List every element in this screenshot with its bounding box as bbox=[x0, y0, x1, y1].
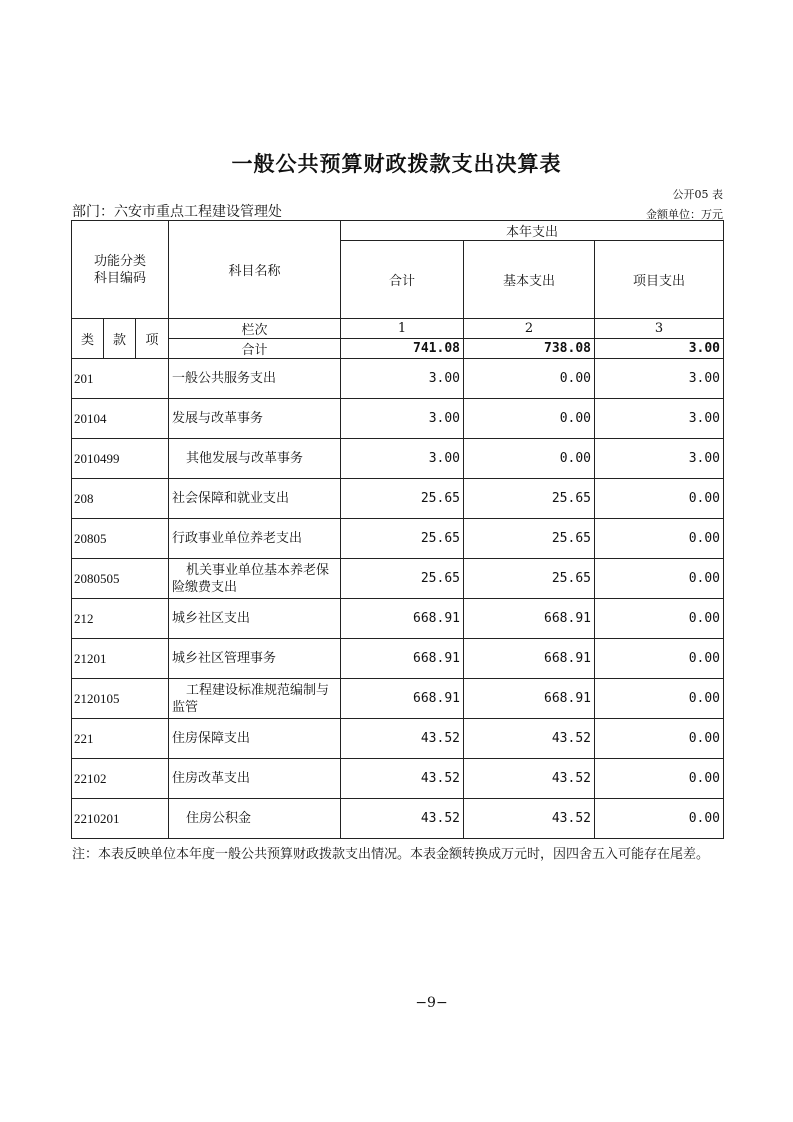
total-row-project: 3.00 bbox=[595, 339, 724, 359]
row-total: 43.52 bbox=[341, 719, 464, 759]
row-total: 3.00 bbox=[341, 439, 464, 479]
header-xiang: 项 bbox=[136, 319, 169, 359]
header-col2: 2 bbox=[464, 319, 595, 339]
row-basic: 668.91 bbox=[464, 639, 595, 679]
row-code: 208 bbox=[72, 479, 169, 519]
table-row bbox=[72, 679, 724, 719]
total-row-total: 741.08 bbox=[341, 339, 464, 359]
row-name: 社会保障和就业支出 bbox=[169, 479, 341, 519]
form-number: 公开05 表 bbox=[672, 188, 723, 201]
table-row bbox=[72, 479, 724, 519]
row-project: 0.00 bbox=[595, 759, 724, 799]
row-project: 3.00 bbox=[595, 359, 724, 399]
row-basic: 43.52 bbox=[464, 799, 595, 839]
row-basic: 25.65 bbox=[464, 479, 595, 519]
header-code: 功能分类科目编码 bbox=[72, 221, 169, 319]
row-total: 25.65 bbox=[341, 559, 464, 599]
row-total: 668.91 bbox=[341, 599, 464, 639]
row-code: 20805 bbox=[72, 519, 169, 559]
table-row bbox=[72, 559, 724, 599]
header-kuan: 款 bbox=[104, 319, 136, 359]
table-row bbox=[72, 759, 724, 799]
row-basic: 668.91 bbox=[464, 599, 595, 639]
row-total: 3.00 bbox=[341, 359, 464, 399]
row-code: 2080505 bbox=[72, 559, 169, 599]
row-project: 0.00 bbox=[595, 519, 724, 559]
table-row bbox=[72, 599, 724, 639]
row-name: 一般公共服务支出 bbox=[169, 359, 341, 399]
row-total: 668.91 bbox=[341, 679, 464, 719]
row-code: 21201 bbox=[72, 639, 169, 679]
row-total: 43.52 bbox=[341, 799, 464, 839]
row-name: 城乡社区管理事务 bbox=[169, 639, 341, 679]
row-project: 0.00 bbox=[595, 719, 724, 759]
row-project: 3.00 bbox=[595, 439, 724, 479]
report-title: 一般公共预算财政拨款支出决算表 bbox=[231, 152, 562, 176]
row-name: 住房改革支出 bbox=[169, 759, 341, 799]
table-row bbox=[72, 799, 724, 839]
row-code: 201 bbox=[72, 359, 169, 399]
row-basic: 25.65 bbox=[464, 519, 595, 559]
row-code: 221 bbox=[72, 719, 169, 759]
expenditure-table bbox=[71, 220, 724, 839]
row-code: 2010499 bbox=[72, 439, 169, 479]
table-row bbox=[72, 639, 724, 679]
row-name: 机关事业单位基本养老保险缴费支出 bbox=[169, 559, 341, 599]
row-basic: 0.00 bbox=[464, 359, 595, 399]
row-name: 住房保障支出 bbox=[169, 719, 341, 759]
row-code: 2210201 bbox=[72, 799, 169, 839]
row-name: 工程建设标准规范编制与监管 bbox=[169, 679, 341, 719]
table-row bbox=[72, 399, 724, 439]
row-project: 0.00 bbox=[595, 799, 724, 839]
row-project: 0.00 bbox=[595, 639, 724, 679]
row-basic: 43.52 bbox=[464, 759, 595, 799]
footnote: 注：本表反映单位本年度一般公共预算财政拨款支出情况。本表金额转换成万元时，因四舍五入可能存在尾差。 bbox=[72, 847, 710, 862]
row-project: 0.00 bbox=[595, 559, 724, 599]
row-total: 3.00 bbox=[341, 399, 464, 439]
header-lei: 类 bbox=[72, 319, 104, 359]
header-total: 合计 bbox=[341, 241, 464, 319]
table-row bbox=[72, 359, 724, 399]
row-basic: 25.65 bbox=[464, 559, 595, 599]
row-name: 城乡社区支出 bbox=[169, 599, 341, 639]
header-name: 科目名称 bbox=[169, 221, 341, 319]
row-basic: 0.00 bbox=[464, 399, 595, 439]
table-row bbox=[72, 439, 724, 479]
row-name: 行政事业单位养老支出 bbox=[169, 519, 341, 559]
row-code: 20104 bbox=[72, 399, 169, 439]
row-basic: 0.00 bbox=[464, 439, 595, 479]
row-total: 25.65 bbox=[341, 479, 464, 519]
row-code: 2120105 bbox=[72, 679, 169, 719]
row-basic: 43.52 bbox=[464, 719, 595, 759]
page-number: −9− bbox=[415, 995, 448, 1011]
amount-unit: 金额单位：万元 bbox=[646, 208, 723, 221]
row-total: 43.52 bbox=[341, 759, 464, 799]
header-basic: 基本支出 bbox=[464, 241, 595, 319]
header-project: 项目支出 bbox=[595, 241, 724, 319]
row-project: 0.00 bbox=[595, 599, 724, 639]
row-basic: 668.91 bbox=[464, 679, 595, 719]
row-name: 发展与改革事务 bbox=[169, 399, 341, 439]
total-row-basic: 738.08 bbox=[464, 339, 595, 359]
row-total: 25.65 bbox=[341, 519, 464, 559]
header-col1: 1 bbox=[341, 319, 464, 339]
row-code: 212 bbox=[72, 599, 169, 639]
total-row-label: 合计 bbox=[169, 339, 341, 359]
header-column-index: 栏次 bbox=[169, 319, 341, 339]
table-row bbox=[72, 719, 724, 759]
row-project: 3.00 bbox=[595, 399, 724, 439]
header-col3: 3 bbox=[595, 319, 724, 339]
department-label: 部门：六安市重点工程建设管理处 bbox=[72, 204, 282, 220]
row-total: 668.91 bbox=[341, 639, 464, 679]
row-name: 住房公积金 bbox=[169, 799, 341, 839]
row-code: 22102 bbox=[72, 759, 169, 799]
table-row bbox=[72, 519, 724, 559]
row-name: 其他发展与改革事务 bbox=[169, 439, 341, 479]
header-current-year: 本年支出 bbox=[341, 221, 724, 241]
row-project: 0.00 bbox=[595, 679, 724, 719]
row-project: 0.00 bbox=[595, 479, 724, 519]
